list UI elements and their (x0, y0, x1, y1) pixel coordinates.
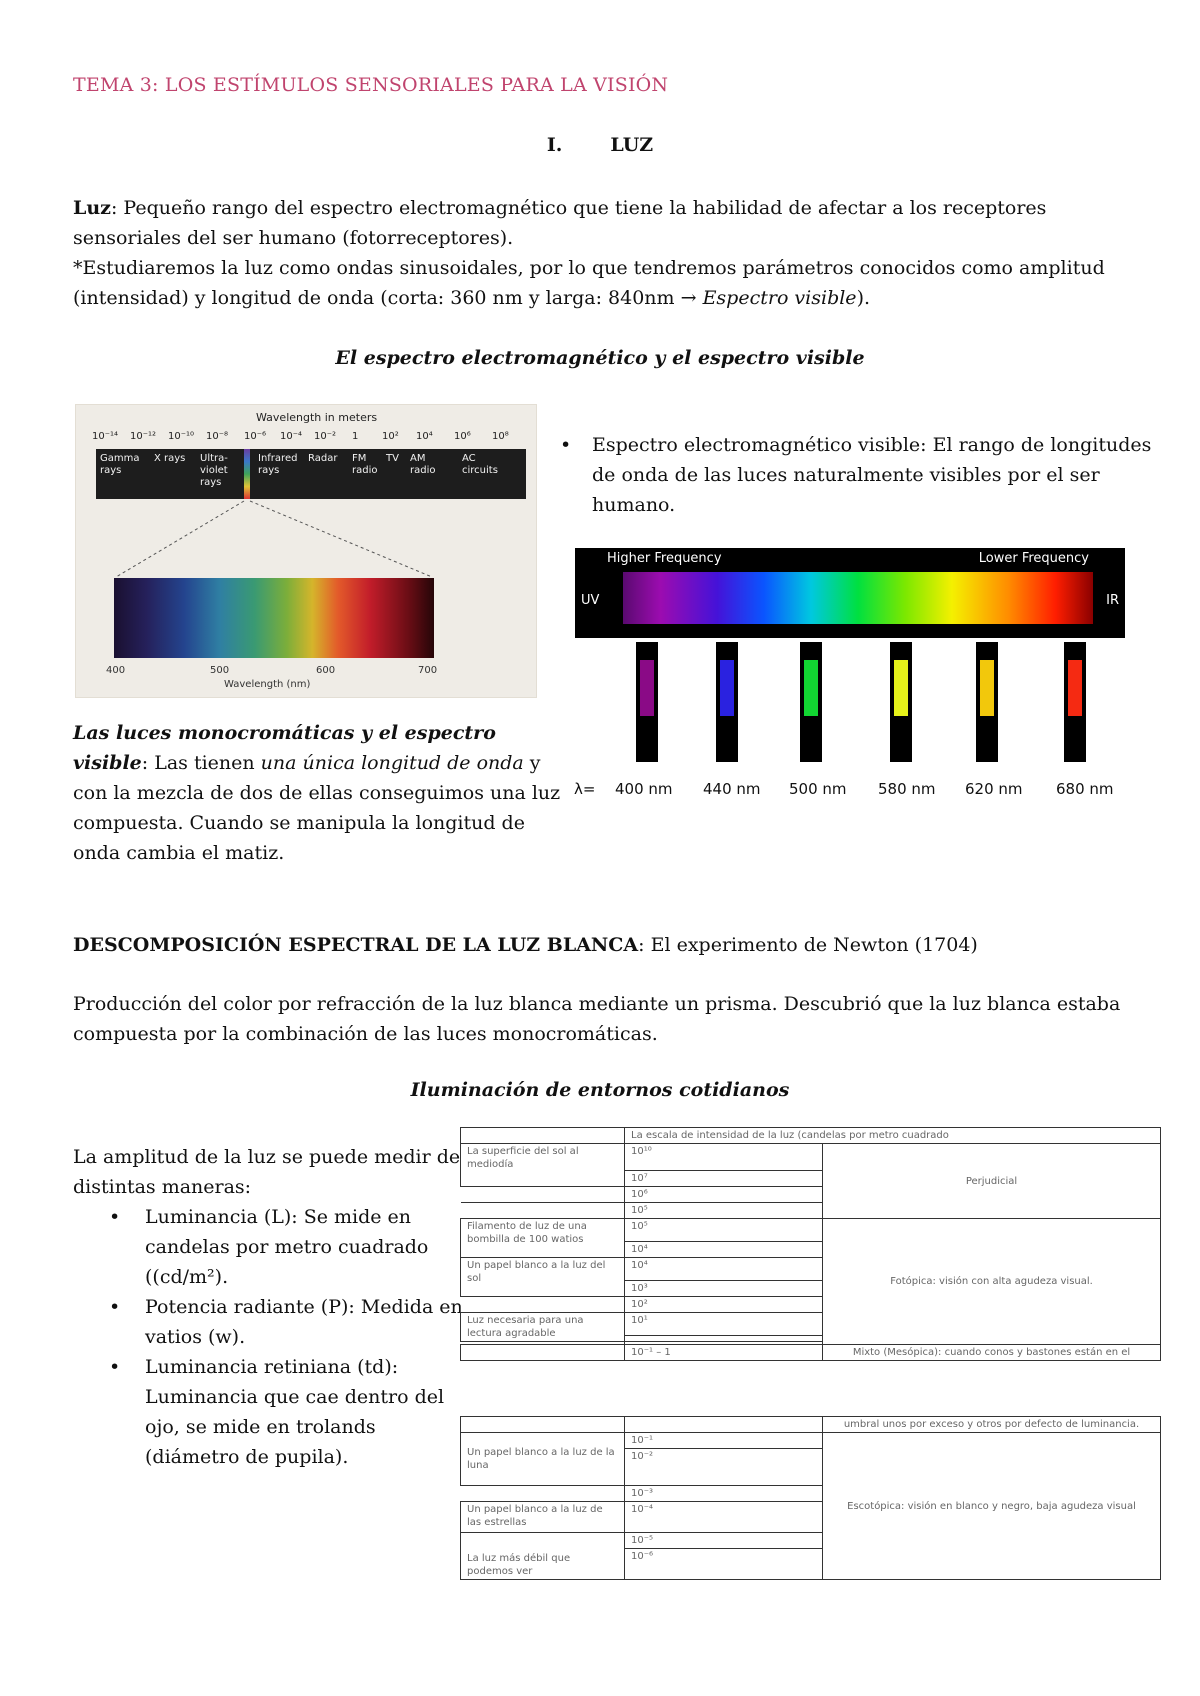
color-swatch (804, 660, 818, 716)
newton-term: DESCOMPOSICIÓN ESPECTRAL DE LA LUZ BLANCA (73, 934, 639, 956)
table-cell: 10⁴ (625, 1242, 823, 1258)
illumination-heading: Iluminación de entornos cotidianos (410, 1079, 790, 1101)
wavelength-label: 440 nm (703, 780, 761, 798)
luminance-item: Luminancia (L): Se mide en candelas por metro cuadrado ((cd/m²). (145, 1206, 429, 1288)
exponent-label: 1 (352, 431, 359, 442)
table-cell: 10⁻⁵ (625, 1533, 823, 1549)
table-cell (625, 1417, 823, 1433)
table-cell: Luz necesaria para una lectura agradable (461, 1313, 625, 1342)
table-row (461, 1219, 1161, 1242)
exponent-label: 10⁻⁶ (244, 431, 267, 442)
newton-paragraph: Producción del color por refracción de la luz blanca mediante un prisma. Descubrió que la luz blanca estaba compuesta por la combinación de las luces monocromáticas. (73, 993, 1121, 1045)
table-row (461, 1345, 1161, 1361)
monochromatic-paragraph (73, 718, 573, 868)
table-cell: 10¹⁰ (625, 1144, 823, 1171)
table-cell: 10² (625, 1297, 823, 1313)
exponent-label: 10⁻¹⁰ (168, 431, 195, 442)
color-strip (1064, 642, 1086, 762)
table-row (461, 1417, 1161, 1433)
color-strip (636, 642, 658, 762)
band-ac: AC circuits (462, 453, 498, 476)
table-cell (461, 1297, 625, 1313)
band-radar: Radar (308, 453, 338, 464)
table-cell: 10⁻¹ (625, 1433, 823, 1449)
table-cell: La superficie del sol al mediodía (461, 1144, 625, 1187)
exponent-label: 10⁻² (314, 431, 337, 442)
table-cell: Un papel blanco a la luz de las estrellas (461, 1502, 625, 1533)
table-cell (461, 1187, 625, 1203)
exponent-label: 10⁻⁸ (206, 431, 229, 442)
table-cell: 10⁴ (625, 1258, 823, 1281)
retinal-luminance-item: Luminancia retiniana (td): Luminancia que cae dentro del ojo, se mide en trolands (diámetro de pupila). (145, 1356, 445, 1468)
table-cell: 10³ (625, 1281, 823, 1297)
document-topic: TEMA 3: LOS ESTÍMULOS SENSORIALES PARA LA VISIÓN (73, 74, 669, 96)
color-swatch (894, 660, 908, 716)
color-swatch (640, 660, 654, 716)
lambda-label: λ= (574, 780, 596, 798)
electromagnetic-spectrum-figure (75, 404, 537, 698)
band-infrared: Infrared rays (258, 453, 298, 476)
table-cell: 10⁷ (625, 1171, 823, 1187)
table-cell: Escotópica: visión en blanco y negro, baja agudeza visual (823, 1433, 1161, 1580)
section-name: LUZ (610, 134, 654, 156)
table-cell (461, 1417, 625, 1433)
table-cell: 10⁶ (625, 1187, 823, 1203)
exponent-label: 10² (382, 431, 399, 442)
exponent-label: 10⁴ (416, 431, 433, 442)
visible-spectrum-text: Espectro electromagnético visible: El rango de longitudes de onda de las luces naturalmente visibles por el ser humano. (592, 434, 1152, 516)
radiant-power-item: Potencia radiante (P): Medida en vatios (w). (145, 1296, 463, 1348)
table-cell (461, 1486, 625, 1502)
wavelength-label: 500 nm (789, 780, 847, 798)
figure-xlabel: Wavelength (nm) (224, 679, 311, 690)
color-strip (976, 642, 998, 762)
wavelength-label: 400 nm (615, 780, 673, 798)
uv-label: UV (581, 593, 600, 608)
table-cell: La luz más débil que podemos ver (461, 1533, 625, 1580)
table-cell: 10¹ (625, 1313, 823, 1336)
table-cell: 10⁻³ (625, 1486, 823, 1502)
light-term: Luz (73, 197, 111, 219)
band-xrays: X rays (154, 453, 186, 464)
newton-rest: : El experimento de Newton (1704) (638, 934, 978, 956)
frequency-spectrum-bar (575, 548, 1125, 638)
list-item (109, 1292, 463, 1352)
color-strip (716, 642, 738, 762)
visible-spectrum-bullet (560, 430, 1152, 520)
table-cell: 10⁻⁶ (625, 1549, 823, 1580)
table-cell: Un papel blanco a la luz de la luna (461, 1433, 625, 1486)
color-swatch (720, 660, 734, 716)
note-text: *Estudiaremos la luz como ondas sinusoidales, por lo que tendremos parámetros conocidos como amplitud (intensidad) y longitud de onda (corta: 360 nm y larga: 840nm (73, 257, 1105, 309)
wavelength-label: 580 nm (878, 780, 936, 798)
note-end: ). (856, 287, 871, 309)
visible-gradient (114, 578, 434, 658)
figure-wavelength-header: Wavelength in meters (256, 411, 378, 424)
band-gamma: Gamma rays (100, 453, 140, 476)
band-am: AM radio (410, 453, 436, 476)
tick-label: 700 (418, 665, 438, 676)
light-definition-text: : Pequeño rango del espectro electromagnético que tiene la habilidad de afectar a los receptores sensoriales del ser humano (fotorreceptores). (73, 197, 1047, 249)
monochromatic-text-a: tienen (187, 752, 261, 774)
exponent-label: 10⁻¹² (130, 431, 157, 442)
spectrum-heading: El espectro electromagnético y el espectro visible (335, 347, 865, 369)
list-item (109, 1202, 463, 1292)
table-cell: 10⁻¹ – 1 (625, 1345, 823, 1361)
light-definition (73, 193, 1133, 313)
table-cell: 10⁻² (625, 1449, 823, 1486)
table-cell (461, 1203, 625, 1219)
rainbow-gradient (623, 572, 1093, 624)
bullet-dot: • (109, 1356, 121, 1378)
table-cell: umbral unos por exceso y otros por defecto de luminancia. (823, 1417, 1161, 1433)
section-number: I. (546, 134, 563, 156)
table-cell: Perjudicial (823, 1144, 1161, 1219)
table-cell: Filamento de luz de una bombilla de 100 watios (461, 1219, 625, 1258)
section-title (0, 134, 1200, 156)
luminance-table-upper (460, 1127, 1161, 1361)
table-cell: 10⁻⁴ (625, 1502, 823, 1533)
monochromatic-text-b: y con la mezcla de dos de ellas conseguimos una luz compuesta. Cuando se manipula la longitud de onda cambia el matiz. (73, 752, 561, 864)
monochromatic-colon: : Las (141, 752, 188, 774)
band-tv: TV (386, 453, 399, 464)
single-wavelength-emphasis: una única longitud de onda (260, 752, 524, 774)
monochromatic-term: Las luces monocromáticas y el espectro visible (73, 722, 496, 774)
band-ultraviolet: Ultra-violet rays (200, 453, 228, 488)
bullet-dot: • (109, 1296, 121, 1318)
table-row (461, 1144, 1161, 1171)
table-row (461, 1128, 1161, 1144)
amplitude-list (73, 1202, 463, 1472)
visible-spectrum-term: Espectro visible (702, 287, 857, 309)
table-cell: Mixto (Mesópica): cuando conos y bastones están en el (823, 1345, 1161, 1361)
arrow-symbol: → (674, 287, 703, 309)
table-cell (461, 1128, 625, 1144)
table-cell: Un papel blanco a la luz del sol (461, 1258, 625, 1297)
exponent-label: 10⁶ (454, 431, 471, 442)
bullet-dot: • (109, 1206, 121, 1228)
band-fm: FM radio (352, 453, 378, 476)
newton-heading (73, 930, 1133, 960)
table-cell: Fotópica: visión con alta agudeza visual. (823, 1219, 1161, 1345)
wavelength-label: 680 nm (1056, 780, 1114, 798)
exponent-label: 10⁸ (492, 431, 509, 442)
lower-frequency-label: Lower Frequency (978, 551, 1089, 566)
amplitude-intro: La amplitud de la luz se puede medir de distintas maneras: (73, 1146, 461, 1198)
exponent-label: 10⁻⁴ (280, 431, 303, 442)
table-header: La escala de intensidad de la luz (candelas por metro cuadrado (625, 1128, 1161, 1144)
tick-label: 600 (316, 665, 336, 676)
color-swatch (1068, 660, 1082, 716)
color-strip (890, 642, 912, 762)
bullet-dot: • (560, 434, 572, 456)
luminance-table-lower (460, 1416, 1161, 1580)
list-item (109, 1352, 463, 1472)
tick-label: 400 (106, 665, 126, 676)
table-cell (461, 1345, 625, 1361)
table-row (461, 1433, 1161, 1449)
color-strip (800, 642, 822, 762)
color-swatch (980, 660, 994, 716)
ir-label: IR (1106, 593, 1119, 608)
table-cell: 10⁵ (625, 1203, 823, 1219)
exponent-label: 10⁻¹⁴ (92, 431, 119, 442)
higher-frequency-label: Higher Frequency (607, 551, 722, 566)
tick-label: 500 (210, 665, 230, 676)
amplitude-block (73, 1142, 463, 1472)
wavelength-label: 620 nm (965, 780, 1023, 798)
table-cell: 10⁵ (625, 1219, 823, 1242)
